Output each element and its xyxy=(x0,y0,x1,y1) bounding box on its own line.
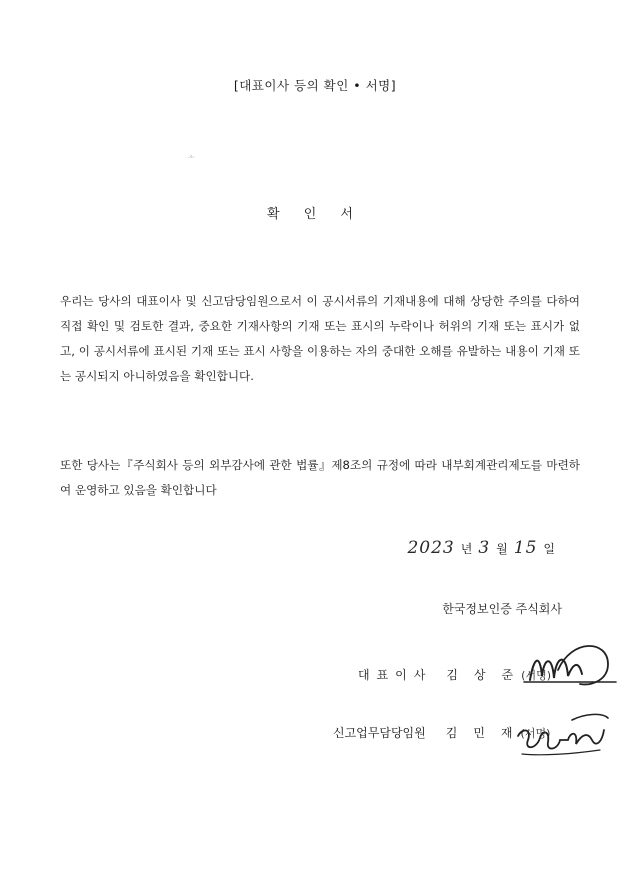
ceo-seal-label: (서명) xyxy=(521,668,551,682)
company-name: 한국정보인증 주식회사 xyxy=(442,602,562,616)
officer-role-label: 신고업무담당임원 xyxy=(333,726,426,740)
ceo-role-label: 대표이사 xyxy=(358,668,433,682)
section-header: [대표이사 등의 확인 • 서명] xyxy=(233,78,397,93)
ceo-name: 김상준 xyxy=(446,668,530,682)
date-month: 3 xyxy=(478,538,491,558)
date-month-unit: 월 xyxy=(496,542,508,556)
ceo-handwritten-signature xyxy=(522,636,618,698)
date-year: 2023 xyxy=(407,538,455,558)
date-day: 15 xyxy=(513,538,538,558)
scan-speck: ·°· xyxy=(188,155,195,162)
date-day-unit: 일 xyxy=(543,542,555,556)
officer-name: 김민재 xyxy=(445,726,529,740)
confirmation-paragraph: 우리는 당사의 대표이사 및 신고담당임원으로서 이 공시서류의 기재내용에 대해 상당한 주의를 다하여 직접 확인 및 검토한 결과, 중요한 기재사항의 기재 또는 표시의 누락이나 허위의 기재 또는 표시가 없고, 이 공시서류에 표시된 기재 또는 표시 사항을 이용하는 자의 중대한 오해를 유발하는 내용이 기재 또는 공시되지 아니하였음을 확인합니다. xyxy=(60,294,580,383)
date-year-unit: 년 xyxy=(460,542,473,556)
officer-seal-label: (서명) xyxy=(520,726,551,740)
internal-control-paragraph: 또한 당사는『주식회사 등의 외부감사에 관한 법률』제8조의 규정에 따라 내부회계관리제도를 마련하여 운영하고 있음을 확인합니다 xyxy=(60,458,580,497)
document-title: 확 인 서 xyxy=(267,207,363,222)
officer-handwritten-signature xyxy=(512,706,612,762)
signing-date xyxy=(407,538,555,558)
